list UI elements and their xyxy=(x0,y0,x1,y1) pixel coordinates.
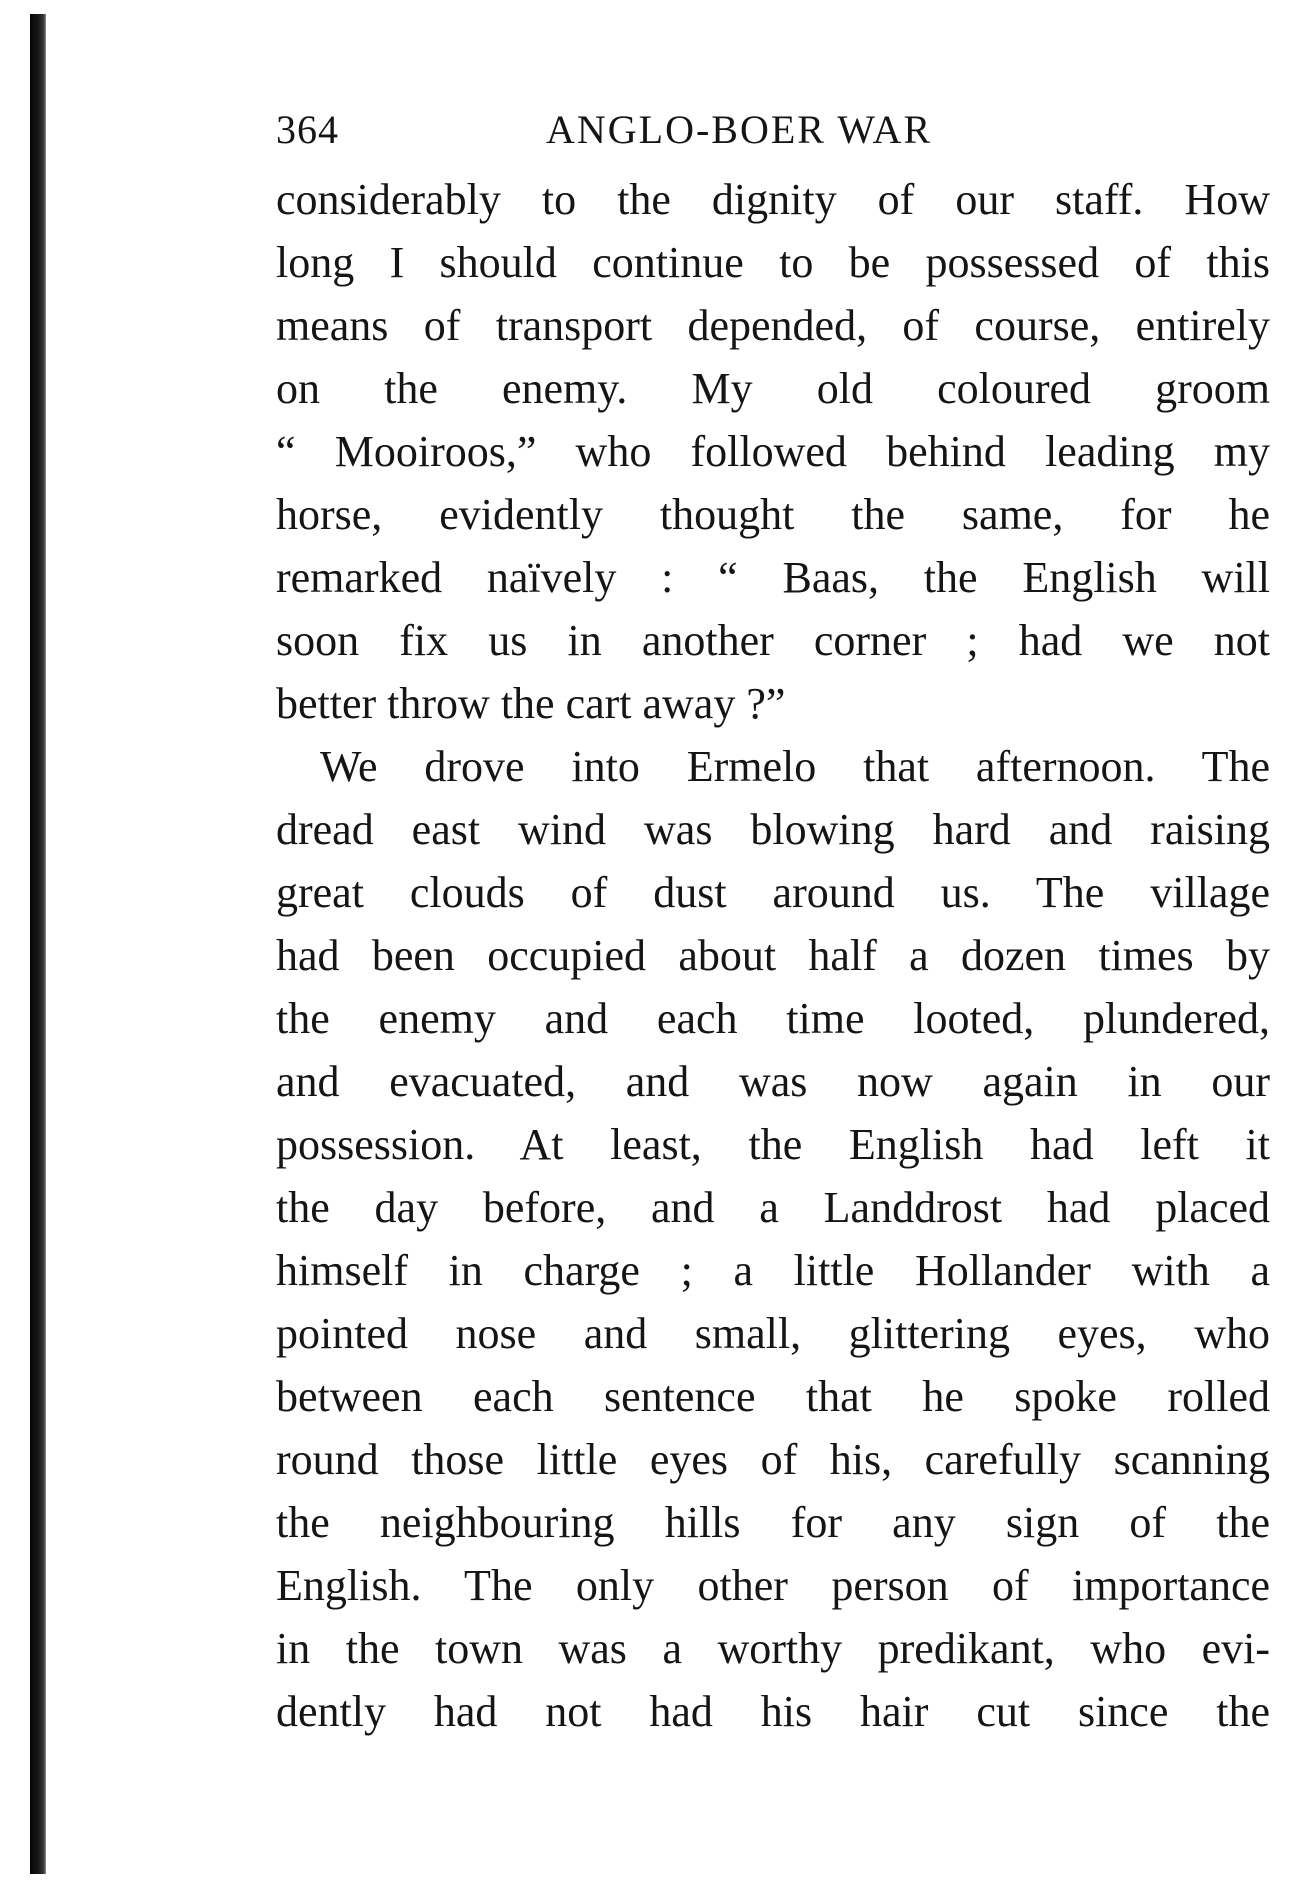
text-line: remarked naïvely : “ Baas, the English will xyxy=(276,553,1270,602)
running-head xyxy=(276,104,1036,156)
paragraph-end-line: better throw the cart away ?” xyxy=(276,679,786,728)
text-line: himself in charge ; a little Hollander with a xyxy=(276,1246,1270,1295)
page-number: 364 xyxy=(276,107,339,152)
text-line: pointed nose and small, glittering eyes, who xyxy=(276,1309,1270,1358)
page-binding-edge xyxy=(30,14,46,1874)
text-line: dread east wind was blowing hard and raising xyxy=(276,805,1270,854)
text-line: the day before, and a Landdrost had placed xyxy=(276,1183,1270,1232)
text-line: and evacuated, and was now again in our xyxy=(276,1057,1270,1106)
running-head-title: ANGLO-BOER WAR xyxy=(546,107,933,152)
text-line: between each sentence that he spoke rolled xyxy=(276,1372,1270,1421)
text-line: on the enemy. My old coloured groom xyxy=(276,364,1270,413)
text-line: horse, evidently thought the same, for he xyxy=(276,490,1270,539)
text-line: soon fix us in another corner ; had we not xyxy=(276,616,1270,665)
text-line: the enemy and each time looted, plundered, xyxy=(276,994,1270,1043)
text-line: great clouds of dust around us. The village xyxy=(276,868,1270,917)
text-line: possession. At least, the English had left it xyxy=(276,1120,1270,1169)
paragraph-start-line: We drove into Ermelo that afternoon. The xyxy=(320,742,1270,791)
text-line: English. The only other person of importance xyxy=(276,1561,1270,1610)
text-line: had been occupied about half a dozen times by xyxy=(276,931,1270,980)
text-line: “ Mooiroos,” who followed behind leading my xyxy=(276,427,1270,476)
text-line: the neighbouring hills for any sign of the xyxy=(276,1498,1270,1547)
text-line: means of transport depended, of course, entirely xyxy=(276,301,1270,350)
text-line: dently had not had his hair cut since the xyxy=(276,1687,1270,1736)
text-line: long I should continue to be possessed of this xyxy=(276,238,1270,287)
body-text xyxy=(276,168,1270,1743)
text-line: considerably to the dignity of our staff. How xyxy=(276,175,1270,224)
text-line: round those little eyes of his, carefully scanning xyxy=(276,1435,1270,1484)
text-line: in the town was a worthy predikant, who evi- xyxy=(276,1624,1270,1673)
